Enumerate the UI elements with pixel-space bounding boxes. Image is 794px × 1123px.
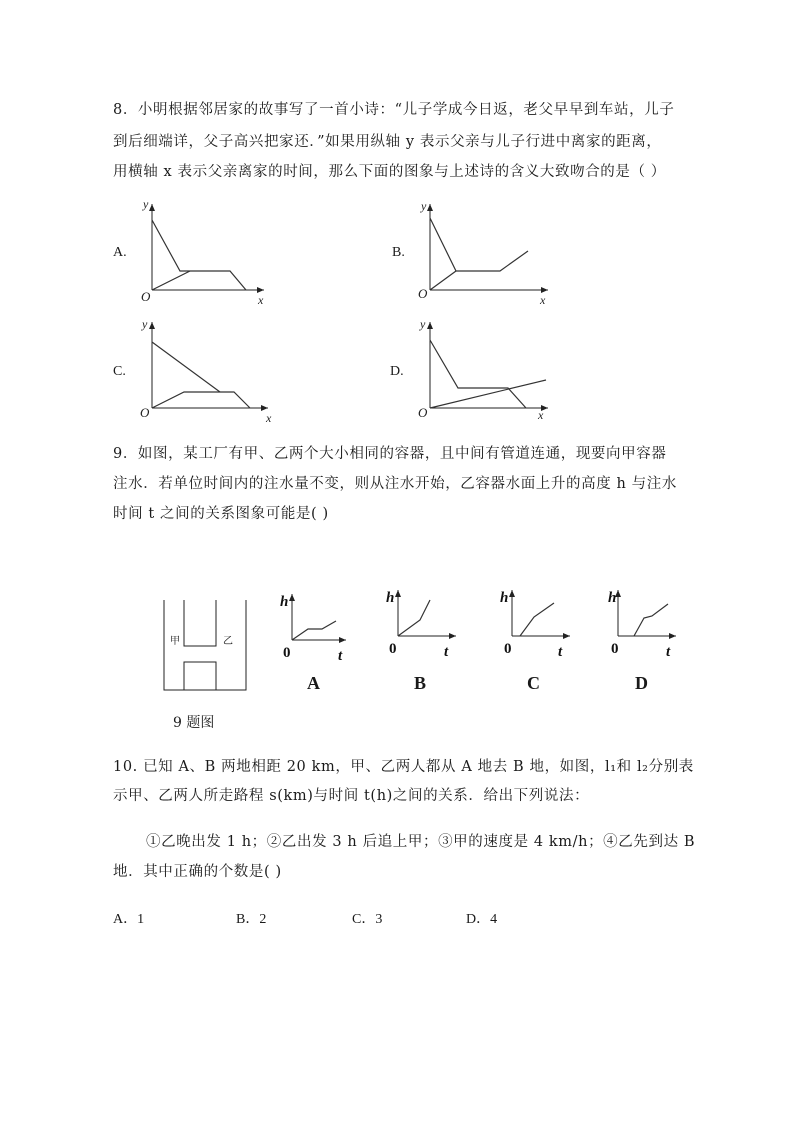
- son-path: [430, 218, 528, 271]
- son-path: [152, 342, 220, 392]
- q10-line-4: 地．其中正确的个数是( ): [113, 864, 282, 880]
- y-arrow-icon: [149, 204, 155, 211]
- father-path: [152, 271, 190, 290]
- origin-label: O: [418, 405, 428, 420]
- x-axis-label: x: [540, 293, 546, 307]
- q9-choice-c: C: [527, 673, 540, 693]
- q8-option-b-label: B.: [392, 245, 405, 260]
- h-curve: [292, 621, 336, 640]
- q8-graph-a: [138, 198, 278, 308]
- t-arrow-icon: [339, 637, 346, 643]
- q9-graph-c: [498, 586, 578, 661]
- h-axis-label: h: [386, 590, 395, 606]
- container-divider-top: [184, 600, 216, 646]
- q8-line-1: 8．小明根据邻居家的故事写了一首小诗：“儿子学成今日返，老父早早到车站，儿子: [113, 102, 675, 118]
- origin-label: 0: [389, 641, 397, 657]
- h-axis-label: h: [500, 590, 509, 606]
- father-path: [152, 392, 250, 408]
- q9-line-2: 注水．若单位时间内的注水量不变，则从注水开始，乙容器水面上升的高度 h 与注水: [113, 476, 677, 492]
- t-arrow-icon: [669, 633, 676, 639]
- y-arrow-icon: [427, 322, 433, 329]
- q10-answer-c: C．3: [352, 912, 383, 927]
- q9-figure-caption: 9 题图: [173, 715, 215, 731]
- x-axis-label: x: [538, 408, 544, 422]
- h-curve: [520, 603, 554, 636]
- t-arrow-icon: [449, 633, 456, 639]
- t-axis-label: t: [338, 648, 343, 664]
- q10-answer-a: A．1: [113, 912, 145, 927]
- son-path: [430, 340, 526, 408]
- q8-graph-c: [138, 316, 278, 426]
- q10-line-1: 10. 已知 A、B 两地相距 20 km，甲、乙两人都从 A 地去 B 地，如图，l₁和 l₂分别表: [113, 759, 694, 775]
- x-axis-label: x: [266, 411, 272, 425]
- origin-label: O: [140, 405, 150, 420]
- origin-label: O: [141, 289, 151, 304]
- q10-line-2: 示甲、乙两人所走路程 s(km)与时间 t(h)之间的关系．给出下列说法：: [113, 788, 590, 804]
- q9-choice-b: B: [414, 673, 427, 693]
- t-axis-label: t: [558, 644, 563, 660]
- son-path: [152, 220, 246, 290]
- container-divider-bottom: [184, 662, 216, 690]
- origin-label: 0: [283, 645, 291, 661]
- h-curve: [634, 604, 668, 636]
- container-left-label: 甲: [170, 636, 180, 647]
- q9-choice-d: D: [635, 673, 648, 693]
- q9-line-1: 9．如图，某工厂有甲、乙两个大小相同的容器，且中间有管道连通，现要向甲容器: [113, 446, 667, 462]
- q9-graph-b: [384, 586, 464, 661]
- q9-choice-a: A: [307, 673, 320, 693]
- container-right-label: 乙: [223, 636, 233, 647]
- q10-answer-b: B．2: [236, 912, 267, 927]
- h-arrow-icon: [395, 590, 401, 597]
- q9-container-figure: [160, 598, 250, 698]
- h-axis-label: h: [608, 590, 617, 606]
- y-axis-label: y: [420, 317, 426, 331]
- h-arrow-icon: [289, 594, 295, 601]
- origin-label: O: [418, 286, 428, 301]
- x-axis-label: x: [258, 293, 264, 307]
- h-curve: [398, 600, 430, 636]
- origin-label: 0: [504, 641, 512, 657]
- origin-label: 0: [611, 641, 619, 657]
- father-path: [430, 380, 546, 408]
- q8-graph-d: [416, 316, 556, 426]
- h-axis-label: h: [280, 594, 289, 610]
- y-axis-label: y: [421, 199, 427, 213]
- q8-line-2: 到后细端详，父子高兴把家还．”如果用纵轴 y 表示父亲与儿子行进中离家的距离，: [113, 134, 662, 150]
- q8-graph-b: [416, 198, 556, 308]
- t-axis-label: t: [444, 644, 449, 660]
- h-arrow-icon: [509, 590, 515, 597]
- q8-option-a-label: A.: [113, 245, 127, 260]
- q10-line-3: ①乙晚出发 1 h；②乙出发 3 h 后追上甲；③甲的速度是 4 km/h；④乙先到达 B: [146, 834, 696, 850]
- q9-graph-d: [604, 586, 684, 661]
- y-axis-label: y: [142, 317, 148, 331]
- father-path: [430, 271, 456, 290]
- q10-answer-d: D．4: [466, 912, 498, 927]
- q9-graph-a: [278, 590, 358, 665]
- q9-line-3: 时间 t 之间的关系图象可能是( ): [113, 506, 329, 522]
- y-arrow-icon: [149, 322, 155, 329]
- y-axis-label: y: [143, 197, 149, 211]
- y-arrow-icon: [427, 204, 433, 211]
- t-arrow-icon: [563, 633, 570, 639]
- q8-option-c-label: C.: [113, 364, 126, 379]
- t-axis-label: t: [666, 644, 671, 660]
- q8-line-3: 用横轴 x 表示父亲离家的时间，那么下面的图象与上述诗的含义大致吻合的是（ ）: [113, 164, 666, 180]
- q8-option-d-label: D.: [390, 364, 404, 379]
